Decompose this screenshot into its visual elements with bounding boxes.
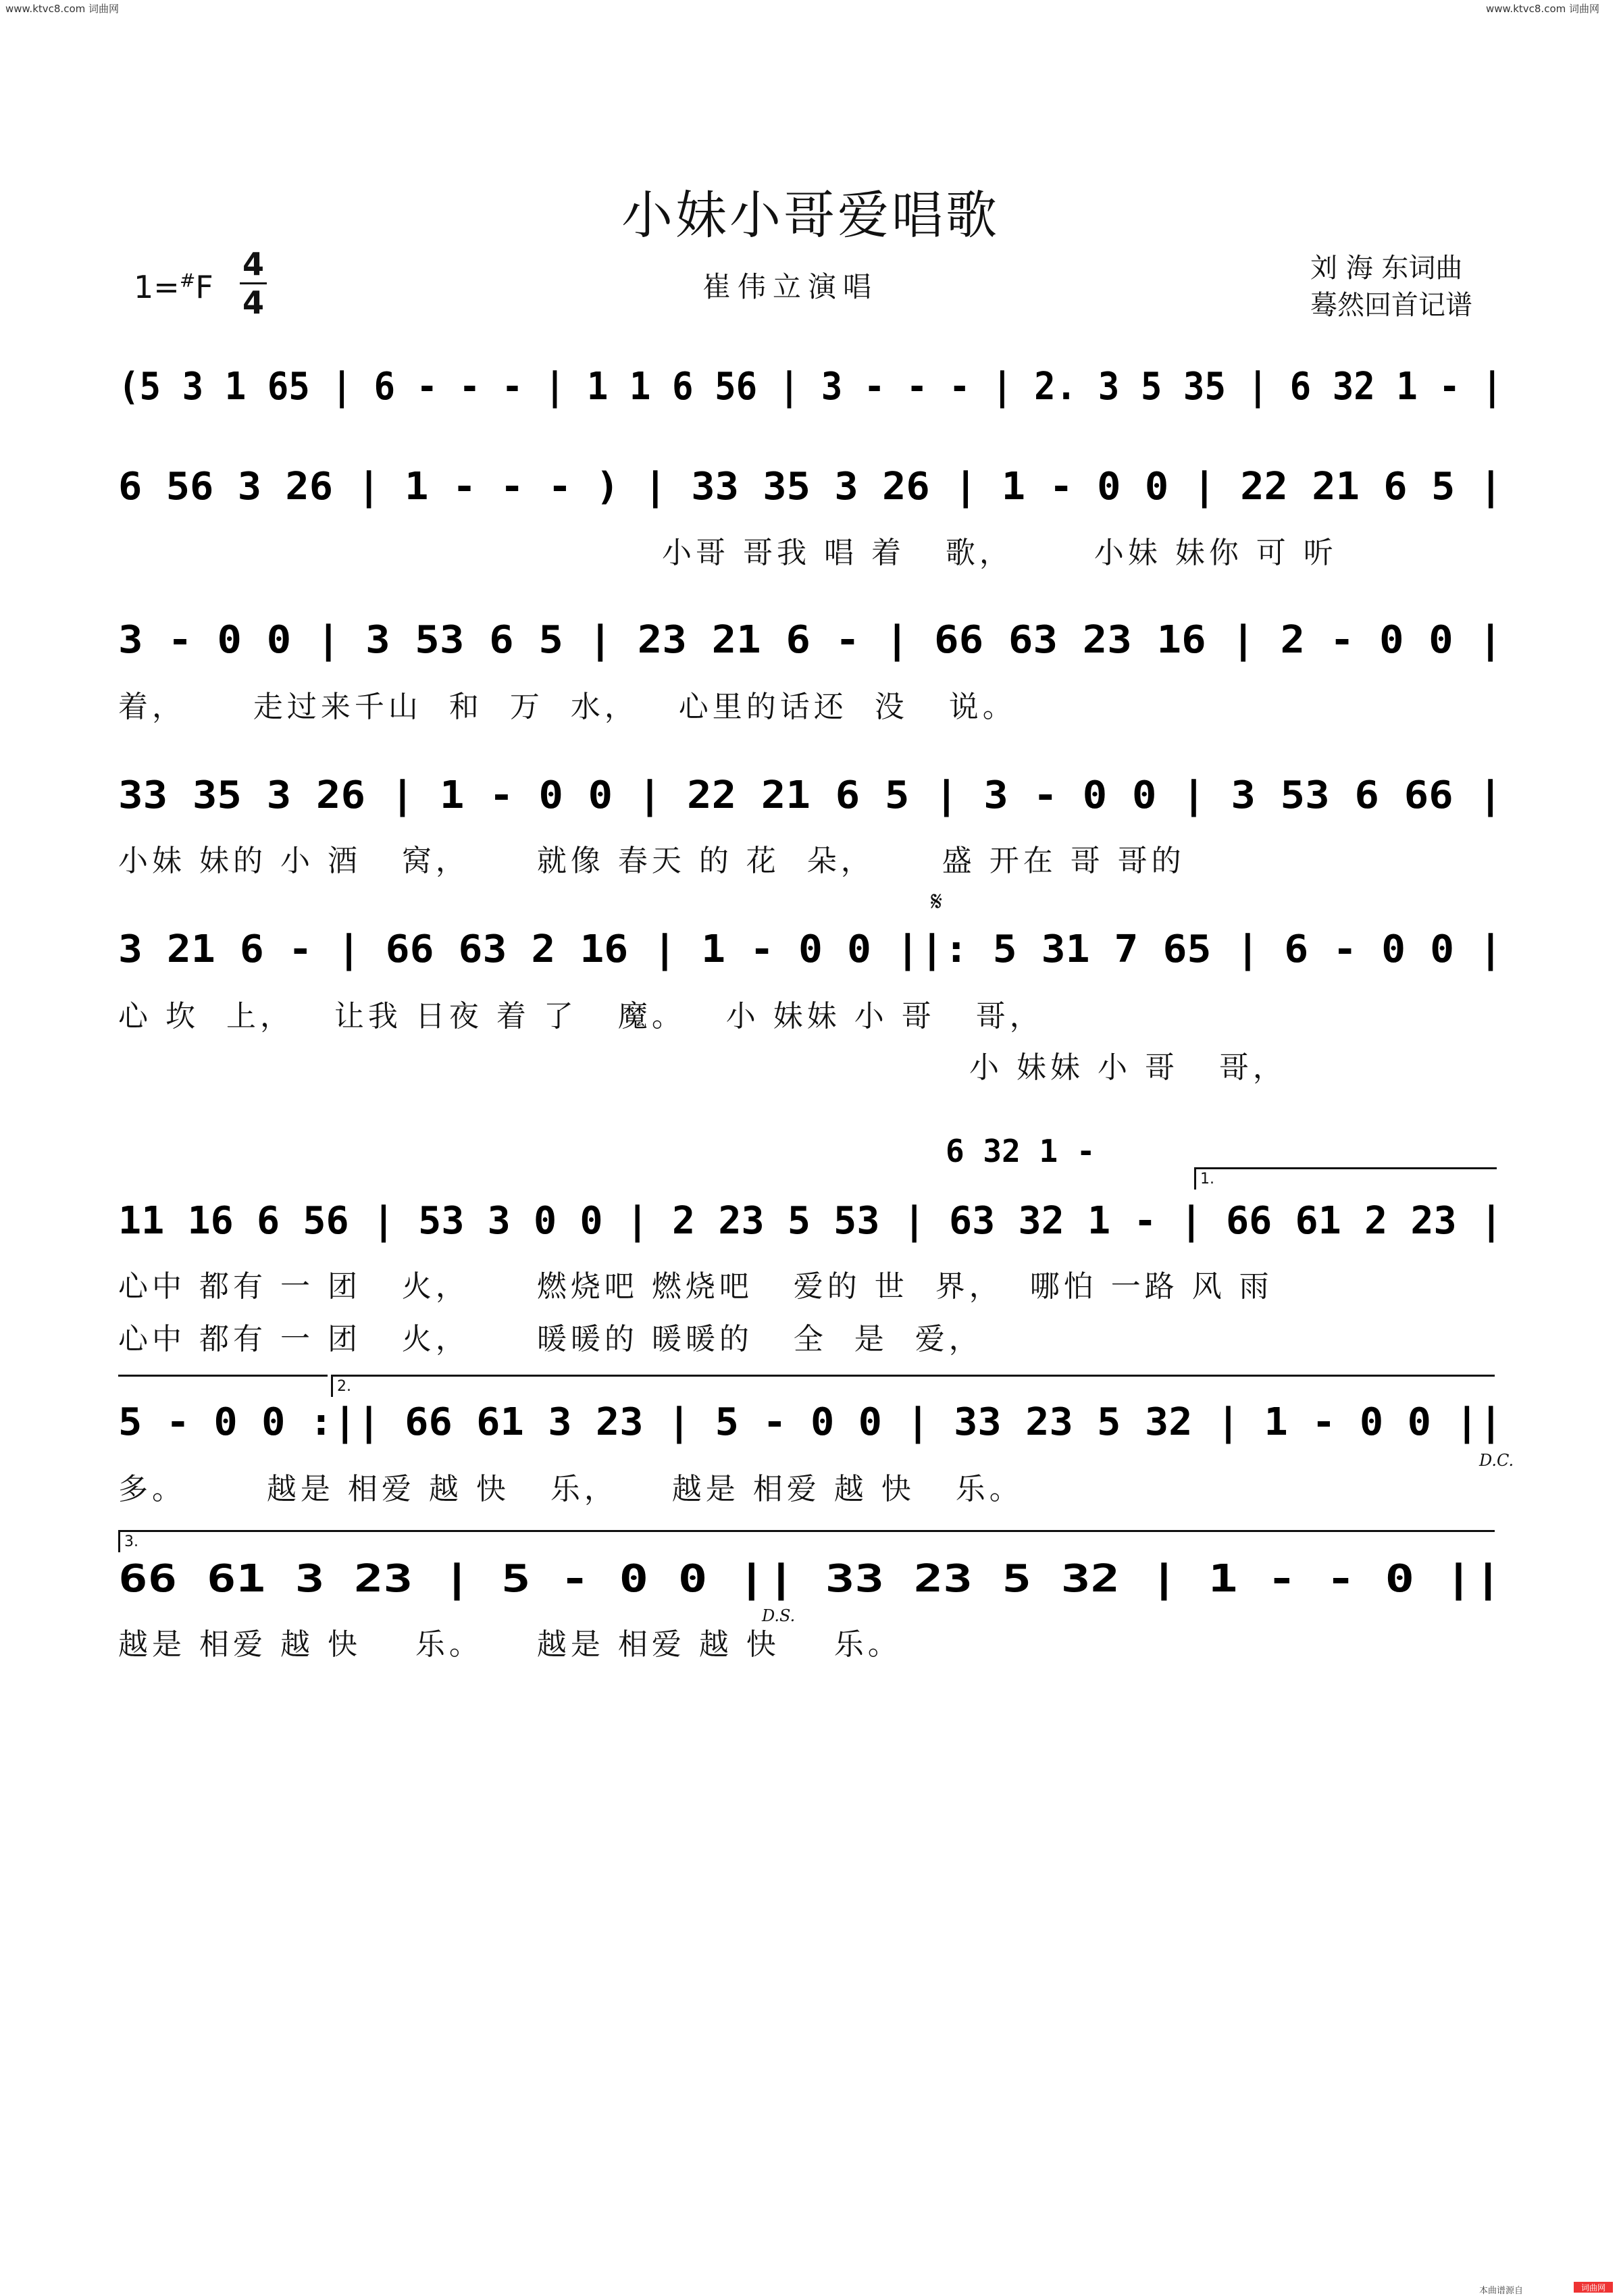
lyric-row-6-verse-1: 心中 都有 一 团 火， 燃烧吧 燃烧吧 爱的 世 界， 哪怕 一路 风 雨: [118, 1269, 1273, 1304]
lyric-row-6-verse-2: 心中 都有 一 团 火， 暖暖的 暖暖的 全 是 爱，: [118, 1322, 983, 1356]
key-signature: [134, 269, 213, 305]
alternate-notes-text: 6 32 1 -: [946, 1133, 1096, 1169]
volta-1-continuation: [118, 1375, 328, 1397]
lyric-row-2: 小哥 哥我 唱 着 歌， 小妹 妹你 可 听: [662, 536, 1337, 570]
time-bottom: 4: [242, 284, 264, 321]
score-row-8: [118, 1554, 1510, 1608]
credit-notation: 蓦然回首记谱: [1310, 290, 1472, 321]
lyric-row-5-verse-1: 心 坎 上， 让我 日夜 着 了 魔。 小 妹妹 小 哥 哥，: [118, 999, 1044, 1034]
volta-3-label: 3.: [124, 1533, 138, 1550]
score-row-2: [118, 461, 1510, 515]
lyric-row-3: 着， 走过来千山 和 万 水， 心里的话还 没 说。: [118, 690, 1017, 724]
volta-2: [331, 1375, 1495, 1397]
time-signature: [240, 247, 267, 320]
score-row-4-notes: 33 35 3 26 | 1 - 0 0 | 22 21 6 5 | 3 - 0 0 | 3 53 6 66 |: [118, 773, 1503, 817]
lyric-row-5-verse-2: 小 妹妹 小 哥 哥，: [969, 1050, 1287, 1085]
volta-1-label: 1.: [1200, 1171, 1214, 1188]
volta-1: [1194, 1167, 1497, 1190]
key-note: F: [195, 269, 213, 305]
score-row-5: [118, 924, 1510, 978]
footer-source-text: 本曲谱源自: [1479, 2286, 1524, 2296]
song-title: 小妹小哥爱唱歌: [621, 185, 1000, 245]
score-row-3-notes: 3 - 0 0 | 3 53 6 5 | 23 21 6 - | 66 63 23 16 | 2 - 0 0 |: [118, 618, 1503, 662]
volta-3: [118, 1530, 1495, 1552]
score-row-8-notes: 66 61 3 23 | 5 - 0 0 || 33 23 5 32 | 1 - - 0 ||: [118, 1557, 1503, 1601]
score-row-4: [118, 770, 1510, 824]
footer-logo: 词曲网: [1574, 2282, 1613, 2293]
score-row-7: [118, 1397, 1510, 1451]
performer: 崔伟立演唱: [702, 270, 879, 303]
site-watermark-right: www.ktvc8.com 词曲网: [1486, 3, 1600, 15]
score-row-6-notes: 11 16 6 56 | 53 3 0 0 | 2 23 5 53 | 63 32 1 - | 66 61 2 23 |: [118, 1199, 1503, 1243]
volta-2-label: 2.: [337, 1378, 351, 1395]
lyric-row-8: 越是 相爱 越 快 乐。 越是 相爱 越 快 乐。: [118, 1627, 902, 1662]
score-row-1: [118, 361, 1510, 415]
score-row-2-notes: 6 56 3 26 | 1 - - - ) | 33 35 3 26 | 1 - 0 0 | 22 21 6 5 |: [118, 465, 1503, 509]
key-label: 1=: [134, 269, 180, 305]
score-row-3: [118, 615, 1510, 669]
alternate-notes: [946, 1129, 1175, 1183]
credit-lyrics: 刘 海 东词曲: [1310, 253, 1463, 284]
score-row-5-notes: 3 21 6 - | 66 63 2 16 | 1 - 0 0 ||: 5 31 7 65 | 6 - 0 0 |: [118, 927, 1503, 971]
segno-sign: 𝄋: [931, 886, 943, 917]
dc-marking: D.C.: [1479, 1451, 1514, 1470]
score-row-1-notes: (5 3 1 65 | 6 - - - | 1 1 6 56 | 3 - - - | 2. 3 5 35 | 6 32 1 - |: [118, 365, 1503, 409]
time-top: 4: [242, 246, 264, 282]
score-row-7-notes: 5 - 0 0 :|| 66 61 3 23 | 5 - 0 0 | 33 23 5 32 | 1 - 0 0 ||: [118, 1400, 1503, 1444]
lyric-row-7: 多。 越是 相爱 越 快 乐， 越是 相爱 越 快 乐。: [118, 1472, 1023, 1506]
site-watermark-left: www.ktvc8.com 词曲网: [5, 3, 120, 15]
key-sharp: #: [179, 269, 196, 292]
score-row-6: [118, 1196, 1510, 1250]
lyric-row-4: 小妹 妹的 小 酒 窝， 就像 春天 的 花 朵， 盛 开在 哥 哥的: [118, 844, 1185, 878]
ds-marking: D.S.: [762, 1606, 796, 1625]
